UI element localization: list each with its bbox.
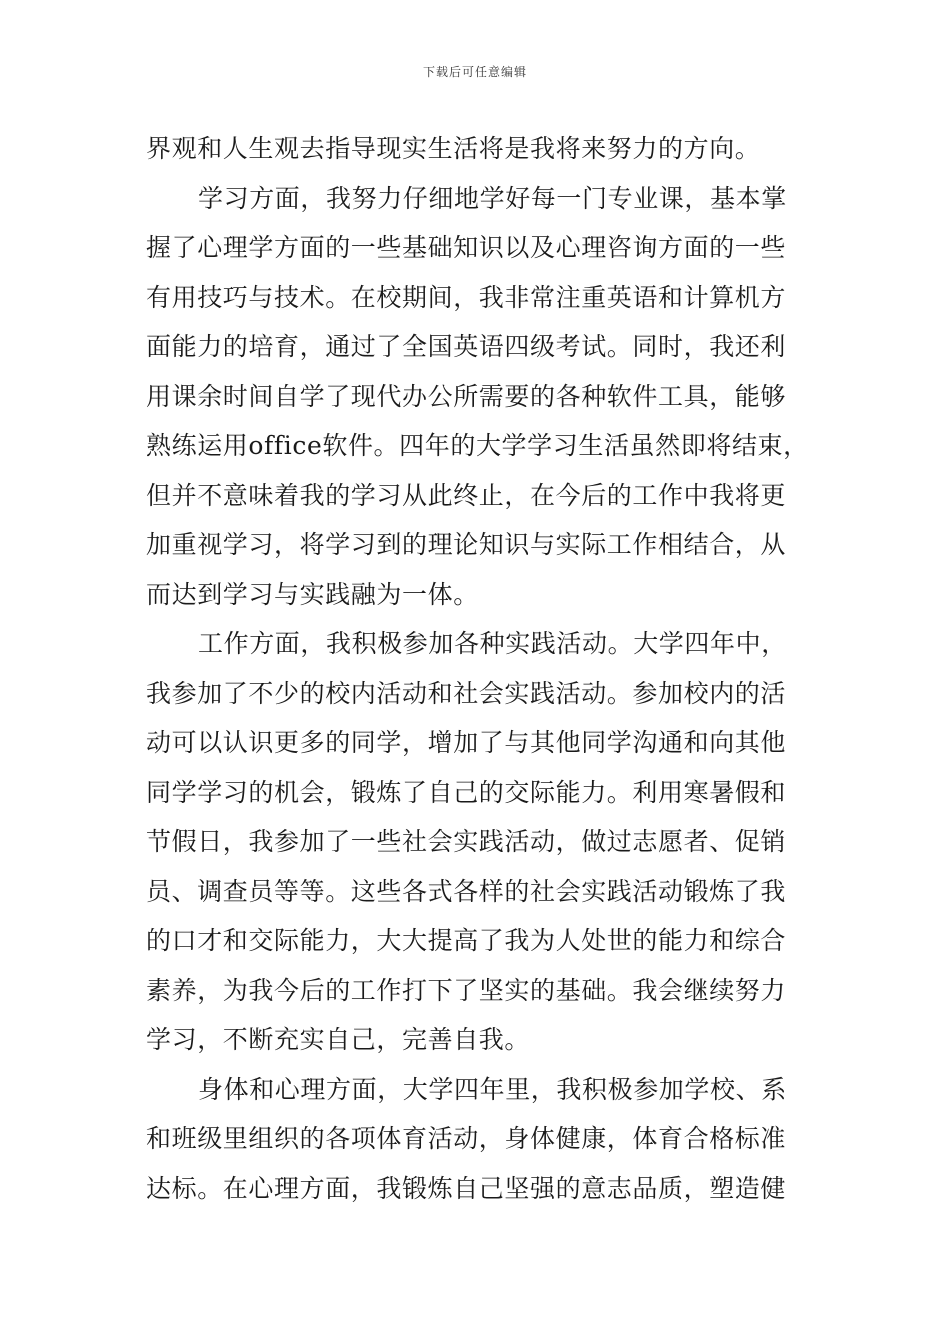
text-line: 但并不意味着我的学习从此终止，在今后的工作中我将更 — [146, 480, 787, 510]
text-line: 同学学习的机会，锻炼了自己的交际能力。利用寒暑假和 — [146, 777, 787, 807]
text-line: 员、调查员等等。这些各式各样的社会实践活动锻炼了我 — [146, 876, 787, 906]
text-line: 握了心理学方面的一些基础知识以及心理咨询方面的一些 — [146, 233, 787, 262]
text-line: 和班级里组织的各项体育活动，身体健康，体育合格标准 — [146, 1124, 787, 1153]
text-line: 用课余时间自学了现代办公所需要的各种软件工具，能够 — [146, 381, 787, 411]
text-line: 界观和人生观去指导现实生活将是我将来努力的方向。 — [146, 134, 761, 163]
document-body — [146, 124, 826, 1213]
text-line: 节假日，我参加了一些社会实践活动，做过志愿者、促销 — [146, 827, 787, 856]
text-line: 面能力的培育，通过了全国英语四级考试。同时，我还利 — [146, 332, 787, 361]
text-line: 的口才和交际能力，大大提高了我为人处世的能力和综合 — [146, 926, 787, 955]
text-line: 身体和心理方面，大学四年里，我积极参加学校、系 — [198, 1074, 787, 1104]
text-line: 学习，不断充实自己，完善自我。 — [146, 1025, 531, 1054]
text-line: 加重视学习，将学习到的理论知识与实际工作相结合，从 — [146, 530, 787, 559]
text-line: 熟练运用office软件。四年的大学学习生活虽然即将结束， — [146, 431, 809, 460]
text-line: 素养，为我今后的工作打下了坚实的基础。我会继续努力 — [146, 975, 787, 1005]
text-line: 学习方面，我努力仔细地学好每一门专业课，基本掌 — [198, 183, 787, 213]
text-line: 工作方面，我积极参加各种实践活动。大学四年中， — [198, 629, 787, 658]
text-line: 动可以认识更多的同学，增加了与其他同学沟通和向其他 — [146, 728, 787, 757]
text-line: 有用技巧与技术。在校期间，我非常注重英语和计算机方 — [146, 282, 787, 312]
text-line: 达标。在心理方面，我锻炼自己坚强的意志品质，塑造健 — [146, 1173, 787, 1203]
page-header: 下载后可任意编辑 — [422, 65, 527, 79]
text-line: 而达到学习与实践融为一体。 — [146, 579, 479, 609]
text-line: 我参加了不少的校内活动和社会实践活动。参加校内的活 — [146, 678, 787, 708]
